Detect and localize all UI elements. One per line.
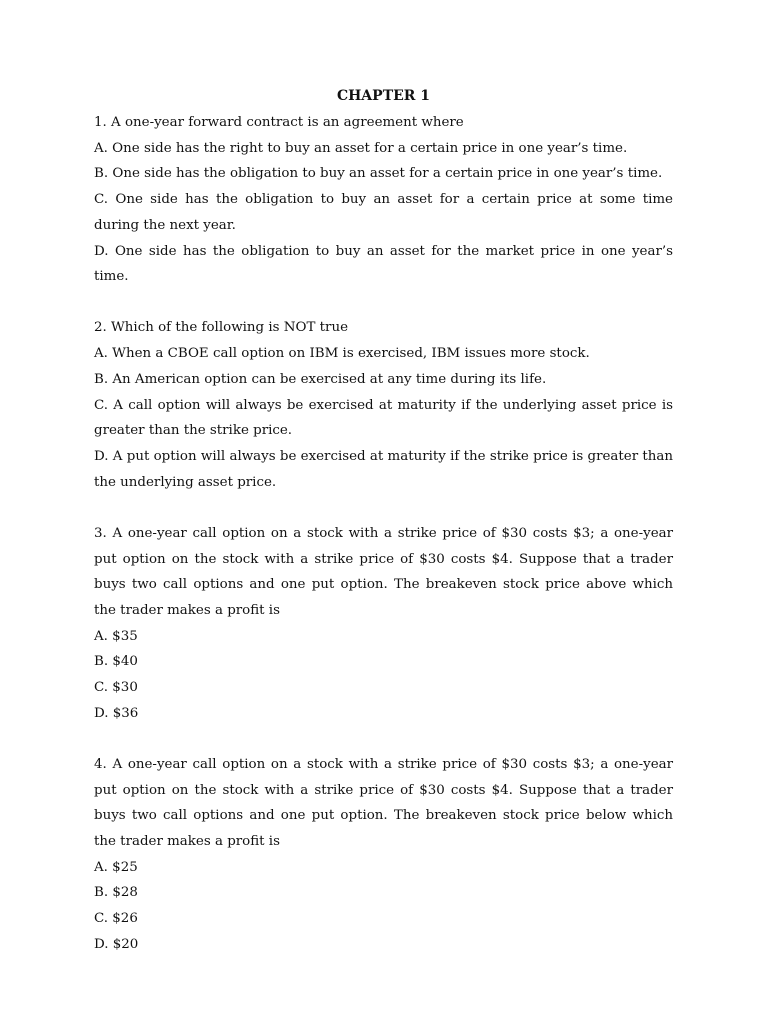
answer-option: B. One side has the obligation to buy an asset for a certain price in one year’s time. [94,166,663,182]
answer-option: A. One side has the right to buy an asset for a certain price in one year’s time. [94,140,628,156]
answer-option: B. $40 [94,654,138,670]
question-2 [94,315,673,495]
question-3 [94,521,673,727]
answer-option: D. One side has the obligation to buy an asset for the market price in one year’s time. [94,243,673,285]
answer-option: A. $25 [94,859,138,875]
answer-option: A. $35 [94,628,138,644]
answer-option: C. One side has the obligation to buy an asset for a certain price at some time during the next year. [94,192,673,233]
answer-option: D. $20 [94,936,139,952]
question-stem: 1. A one-year forward contract is an agreement where [94,115,464,130]
answer-option: B. An American option can be exercised at any time during its life. [94,371,547,387]
question-stem: 3. A one-year call option on a stock with a strike price of $30 costs $3; a one-year put option on the stock with a strike price of $30 costs $4. Suppose that a trader buys two call options and one put option. The breakeven stock price above which the trader makes a profit is [94,525,673,618]
question-stem: 2. Which of the following is NOT true [94,320,349,336]
question-1 [94,110,673,290]
answer-option: A. When a CBOE call option on IBM is exercised, IBM issues more stock. [94,346,590,362]
chapter-title: CHAPTER 1 [336,88,431,104]
question-4 [94,752,673,958]
answer-option: C. $30 [94,680,138,696]
answer-option: D. A put option will always be exercised at maturity if the strike price is greater than the underlying asset price. [94,448,673,490]
answer-option: D. $36 [94,705,139,721]
answer-option: C. A call option will always be exercised at maturity if the underlying asset price is greater than the strike price. [94,397,673,439]
answer-option: B. $28 [94,885,138,901]
question-stem: 4. A one-year call option on a stock with a strike price of $30 costs $3; a one-year put option on the stock with a strike price of $30 costs $4. Suppose that a trader buys two call options and one put option. The breakeven stock price below which the trader makes a profit is [94,756,673,850]
answer-option: C. $26 [94,911,138,927]
document-content [94,84,673,983]
